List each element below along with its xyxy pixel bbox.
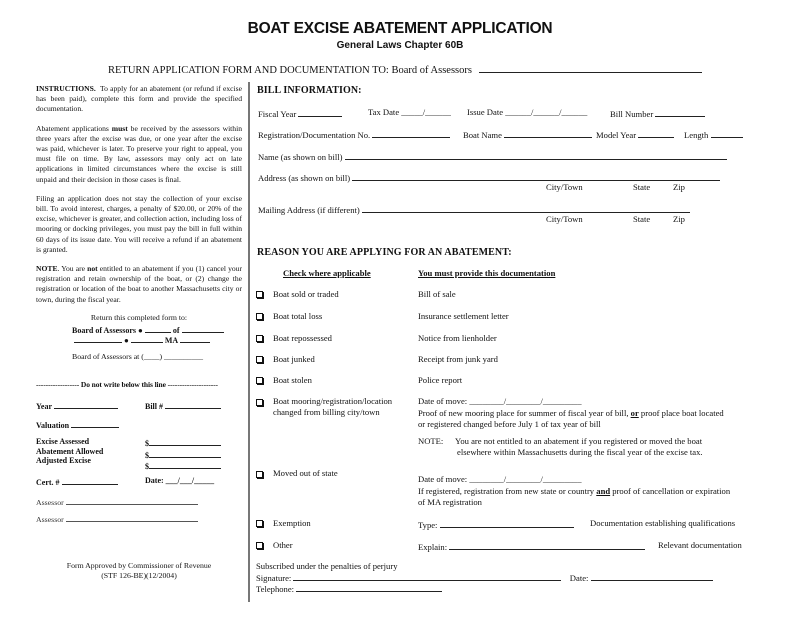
instructions-p3: Filing an application does not stay the collection of your excise bill. To avoid interest, charges, a penalty of $20.00, or 20% of the excise, whichever is greater, and collection action, including loss of mooring or docking privileges, you must pay the bill in full within 60 days of its issue date. You will receive a refund if an abatement is granted. xyxy=(36,193,242,254)
assessor1-label: Assessor xyxy=(36,498,64,507)
fiscal-year-row xyxy=(258,107,342,119)
checkbox-out-of-state[interactable] xyxy=(256,471,263,478)
mooring-reason xyxy=(273,396,392,418)
abatement-allowed-label: Abatement Allowed xyxy=(36,446,104,456)
col-doc-header: You must provide this documentation xyxy=(418,268,556,278)
office-bill-label: Bill # xyxy=(145,402,164,411)
signature-date-label: Date: xyxy=(569,572,589,583)
tax-date-field[interactable]: _____/______ xyxy=(401,107,451,117)
dollar-sign: $ xyxy=(145,439,149,448)
reason-row xyxy=(256,355,263,365)
name-row xyxy=(258,150,727,162)
checkbox-stolen[interactable] xyxy=(256,377,263,384)
checkbox-total-loss[interactable] xyxy=(256,313,263,320)
col-check-header: Check where applicable xyxy=(283,268,371,278)
return-to-label: RETURN APPLICATION FORM AND DOCUMENTATION TO: Board of Assessors xyxy=(108,65,472,76)
address-row xyxy=(258,171,720,183)
boat-name-field[interactable] xyxy=(504,128,592,138)
reason-label: Boat junked xyxy=(273,354,315,364)
reason-doc: Bill of sale xyxy=(418,289,456,299)
oos-doc-l2: of MA registration xyxy=(418,497,482,507)
mooring-note-l2: elsewhere within Massachusetts during the fiscal year of the excise tax. xyxy=(457,447,703,457)
office-date-row xyxy=(145,476,214,485)
cert-label: Cert. # xyxy=(36,478,60,487)
reason-row xyxy=(256,398,263,408)
fiscal-year-field[interactable] xyxy=(298,107,342,117)
dollar-sign: $ xyxy=(145,450,149,460)
reason-doc: Insurance settlement letter xyxy=(418,311,509,321)
mooring-date-label: Date of move: xyxy=(418,396,468,406)
office-valuation-label: Valuation xyxy=(36,421,70,430)
mailing-state-label: State xyxy=(633,214,651,224)
issue-date-field[interactable]: ______/______/______ xyxy=(505,107,588,117)
assessor2-row xyxy=(36,514,198,524)
instructions-p2-pre: Abatement applications xyxy=(36,123,112,133)
checkbox-other[interactable] xyxy=(256,542,263,549)
return-address-line xyxy=(74,334,210,345)
office-cert-row xyxy=(36,476,118,487)
checkbox-repossessed[interactable] xyxy=(256,335,263,342)
bullet-icon: ● xyxy=(124,336,129,345)
return-zip-field[interactable] xyxy=(180,334,210,343)
signature-date-field[interactable] xyxy=(591,572,713,581)
exemption-doc: Documentation establishing qualifications xyxy=(590,518,736,528)
checkbox-sold[interactable] xyxy=(256,291,263,298)
mooring-note xyxy=(455,436,703,458)
return-phone-line[interactable]: Board of Assessors at (____) __________ xyxy=(72,352,204,361)
address-state-label: State xyxy=(633,182,651,192)
instructions-heading: INSTRUCTIONS. xyxy=(36,84,96,93)
address-city-label: City/Town xyxy=(546,182,583,192)
mailing-label: Mailing Address (if different) xyxy=(258,205,360,215)
signature-label: Signature: xyxy=(256,572,292,583)
name-label: Name (as shown on bill) xyxy=(258,152,343,162)
checkbox-junked[interactable] xyxy=(256,356,263,363)
office-date-label: Date: xyxy=(145,476,164,485)
reason-row xyxy=(256,541,263,551)
length-row xyxy=(684,128,743,140)
other-doc: Relevant documentation xyxy=(658,540,742,550)
note-label: NOTE xyxy=(36,264,58,274)
perjury-statement: Subscribed under the penalties of perjury xyxy=(256,561,398,571)
length-field[interactable] xyxy=(711,128,743,138)
registration-label: Registration/Documentation No. xyxy=(258,130,371,140)
out-of-state-reason: Moved out of state xyxy=(273,468,338,478)
office-year-label: Year xyxy=(36,402,52,411)
return-form-to: Return this completed form to: xyxy=(90,313,188,322)
mooring-reason-l2: changed from billing city/town xyxy=(273,407,380,417)
tax-date-row xyxy=(368,107,451,117)
mooring-date-row xyxy=(418,396,582,406)
mooring-proof-l2: or registered changed before July 1 of tax year of bill xyxy=(418,419,601,429)
mooring-date-field[interactable]: ________/________/_________ xyxy=(469,396,582,406)
issue-date-label: Issue Date xyxy=(467,107,504,117)
note-pre: . You are xyxy=(57,264,88,274)
mailing-city-label: City/Town xyxy=(546,214,583,224)
model-year-field[interactable] xyxy=(638,128,674,138)
form-approval-footer xyxy=(36,561,242,581)
address-field[interactable] xyxy=(352,171,720,181)
reason-row xyxy=(256,312,263,322)
office-valuation-field[interactable] xyxy=(71,419,119,428)
office-use-banner: ------------------ Do not write below this line --------------------- xyxy=(36,380,218,389)
mailing-field[interactable] xyxy=(362,203,690,213)
out-of-state-date-label: Date of move: xyxy=(418,474,468,484)
checkbox-mooring-changed[interactable] xyxy=(256,399,263,406)
bill-number-field[interactable] xyxy=(655,107,705,117)
assessor2-label: Assessor xyxy=(36,515,64,524)
out-of-state-date-row xyxy=(418,474,582,484)
office-bill-field[interactable] xyxy=(165,400,221,409)
mooring-proof-or: or xyxy=(630,408,639,418)
reason-label: Boat stolen xyxy=(273,375,312,385)
other-explain-label: Explain: xyxy=(418,542,448,552)
return-street-field[interactable] xyxy=(74,334,122,343)
oos-doc-pre: If registered, registration from new state or country xyxy=(418,486,597,496)
note-post: entitled to an abatement if you (1) cancel your registration and retain ownership of the boat, or (2) change the registration or location of the boat to another Massachusetts city or town, during the fiscal year. xyxy=(36,264,243,304)
reason-row xyxy=(256,470,263,480)
issue-date-row xyxy=(467,107,587,117)
length-label: Length xyxy=(684,130,709,140)
instructions-p2-post: be received by the assessors within three years after the excise was due, or one year after the excise was paid, whichever is later. To preserve your right to appeal, you must file on time. By law, assessors may only act on late applications in limited circumstances where the excise is still unpaid and their decision in those cases is final. xyxy=(36,123,242,184)
bill-info-heading: BILL INFORMATION: xyxy=(257,85,362,96)
form-subtitle: General Laws Chapter 60B xyxy=(336,40,464,51)
adjusted-excise-field[interactable] xyxy=(149,460,221,469)
mailing-zip-label: Zip xyxy=(673,214,685,224)
other-explain-row xyxy=(418,540,645,552)
out-of-state-doc xyxy=(418,486,730,508)
tax-date-label: Tax Date xyxy=(368,107,400,117)
reason-row xyxy=(256,290,263,300)
reason-label: Boat sold or traded xyxy=(273,289,339,299)
registration-field[interactable] xyxy=(372,128,450,138)
mooring-proof-pre: Proof of new mooring place for summer of fiscal year of bill, xyxy=(418,408,631,418)
instructions-block xyxy=(36,84,242,314)
office-valuation-row xyxy=(36,419,119,430)
exemption-reason: Exemption xyxy=(273,518,311,528)
adjusted-excise-label: Adjusted Excise xyxy=(36,456,91,466)
return-of-field[interactable] xyxy=(182,324,224,333)
address-label: Address (as shown on bill) xyxy=(258,173,351,183)
instructions-p1: To apply for an abatement (or refund if excise has been paid), complete this form and provide the specified documentation. xyxy=(36,84,242,114)
out-of-state-date-field[interactable]: ________/________/_________ xyxy=(469,474,582,484)
assessor1-row xyxy=(36,497,198,507)
reason-doc: Receipt from junk yard xyxy=(418,354,498,364)
return-city-field[interactable] xyxy=(131,334,163,343)
oos-doc-and: and xyxy=(596,486,611,496)
telephone-field[interactable] xyxy=(296,583,442,592)
name-field[interactable] xyxy=(345,150,727,160)
mailing-row xyxy=(258,203,690,215)
boat-name-row xyxy=(463,128,592,140)
assessor1-field[interactable] xyxy=(66,497,198,505)
signature-field[interactable] xyxy=(293,572,561,581)
reason-row xyxy=(256,519,263,529)
exemption-type-field[interactable] xyxy=(440,518,574,528)
instructions-p2-bold: must xyxy=(111,123,128,133)
office-excise-labels xyxy=(36,437,103,466)
office-year-field[interactable] xyxy=(54,400,118,409)
oos-doc-post: proof of cancellation or expiration xyxy=(610,486,731,496)
excise-assessed-field[interactable] xyxy=(149,437,221,446)
reason-row xyxy=(256,376,263,386)
office-bill-row xyxy=(145,400,221,411)
signature-block xyxy=(256,561,713,595)
abatement-allowed-field[interactable] xyxy=(149,449,221,458)
return-of-label: of xyxy=(172,326,180,335)
reason-label: Boat total loss xyxy=(273,311,323,321)
bill-number-row xyxy=(610,107,705,119)
model-year-label: Model Year xyxy=(596,130,637,140)
cert-field[interactable] xyxy=(62,476,118,485)
mooring-note-l1: You are not entitled to an abatement if you registered or moved the boat xyxy=(455,436,703,446)
model-year-row xyxy=(596,128,674,140)
reason-doc: Notice from lienholder xyxy=(418,333,497,343)
column-divider xyxy=(248,82,250,602)
return-to-line xyxy=(108,63,702,76)
other-reason: Other xyxy=(273,540,293,550)
mooring-reason-l1: Boat mooring/registration/location xyxy=(273,396,393,406)
exemption-type-label: Type: xyxy=(418,520,438,530)
footer-approval: Form Approved by Commissioner of Revenue xyxy=(66,561,212,570)
office-excise-fields xyxy=(145,437,221,472)
boat-name-label: Boat Name xyxy=(463,130,502,140)
office-date-field[interactable]: ___/___/_____ xyxy=(165,476,215,485)
mooring-proof-post: proof place boat located xyxy=(638,408,724,418)
mooring-proof xyxy=(418,408,724,430)
reason-row xyxy=(256,334,263,344)
exemption-type-row xyxy=(418,518,574,530)
telephone-label: Telephone: xyxy=(256,584,295,594)
mooring-note-label: NOTE: xyxy=(418,436,444,446)
other-explain-field[interactable] xyxy=(449,540,645,550)
note-bold: not xyxy=(87,264,98,274)
address-zip-label: Zip xyxy=(673,182,685,192)
dollar-sign: $ xyxy=(145,462,149,472)
reasons-heading: REASON YOU ARE APPLYING FOR AN ABATEMENT: xyxy=(257,247,512,258)
board-of-assessors-field[interactable] xyxy=(479,63,702,73)
excise-assessed-label: Excise Assessed xyxy=(36,437,90,446)
footer-form-number: (STF 126-BE)(12/2004) xyxy=(101,571,177,580)
registration-row xyxy=(258,128,450,140)
return-board-field[interactable] xyxy=(145,324,171,333)
fiscal-year-label: Fiscal Year xyxy=(258,109,297,119)
return-ma-label: MA xyxy=(164,336,178,345)
office-year-row xyxy=(36,400,118,411)
reason-doc: Police report xyxy=(418,375,463,385)
checkbox-exemption[interactable] xyxy=(256,520,263,527)
reason-label: Boat repossessed xyxy=(273,333,332,343)
assessor2-field[interactable] xyxy=(66,514,198,522)
return-board-label: Board of Assessors ● xyxy=(72,326,143,335)
form-title: BOAT EXCISE ABATEMENT APPLICATION xyxy=(247,20,553,37)
bill-number-label: Bill Number xyxy=(610,109,654,119)
